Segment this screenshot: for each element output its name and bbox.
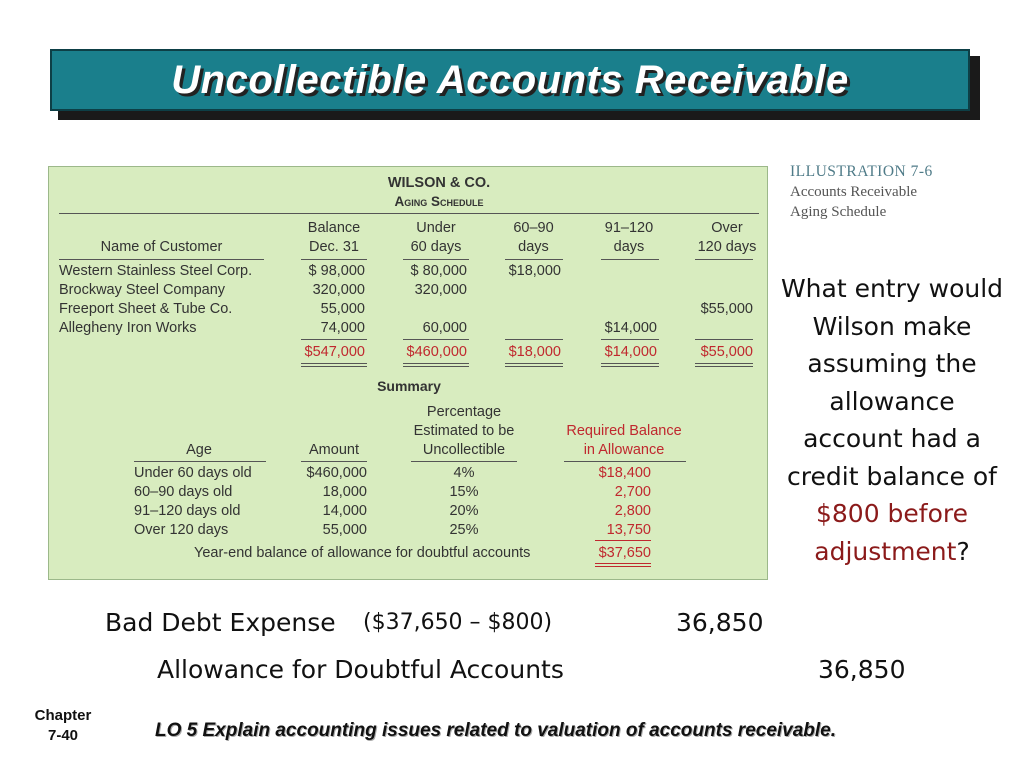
- question-text: What entry would Wilson make assuming the allowance account had a credit balance of $800 before adjustment?: [780, 274, 1004, 566]
- debit-account: Bad Debt Expense: [105, 608, 336, 637]
- illustration-line1: Accounts Receivable: [790, 184, 918, 200]
- header-60-90-line1: 60–90: [513, 220, 554, 236]
- debit-calculation: ($37,650 – $800): [363, 610, 553, 635]
- yearend-value: $37,650: [598, 545, 651, 561]
- customer-name: Allegheny Iron Works: [59, 320, 197, 336]
- customer-name: Freeport Sheet & Tube Co.: [59, 301, 233, 317]
- summary-header-required-line2: in Allowance: [583, 442, 665, 458]
- credit-amount: 36,850: [818, 655, 906, 684]
- header-under60-line1: Under: [416, 220, 456, 236]
- heading-rule: [59, 213, 759, 214]
- aging-schedule-panel: WILSON & CO. Aging Schedule Name of Customer Balance Dec. 31 Under 60 days 60–90 days 91–120 days Over 120 days Western Stainless Steel Corp. $ 98,000 $ 80,000 $18,000 Brockway Steel Company 320,000 320,000 Freeport Sheet & Tube Co. 55,000 $55,000 Allegheny Iron Works 74,000 60,000 $14,000 $547,000 $460,000 $18,000 $14,000 $55,000 Summary Age Amount Percentage Estimated to be Uncollectible Required Balance in Allowance Under 60 days old $460,000 4% $18,400 60–90 days old 18,000 15% 2,700 91–120 days old 14,000 20% 2,800 Over 120 days 55,000 25% 13,750 Year-end balance of allowance for doubtful accounts $37,650: [48, 166, 768, 580]
- header-customer: Name of Customer: [100, 239, 223, 255]
- customer-name: Brockway Steel Company: [59, 282, 226, 298]
- customer-name: Western Stainless Steel Corp.: [59, 263, 253, 279]
- header-60-90-line2: days: [518, 239, 549, 255]
- header-balance-line2: Dec. 31: [309, 239, 359, 255]
- slide-title: Uncollectible Accounts Receivable: [171, 57, 849, 102]
- total-over120: $55,000: [700, 344, 753, 360]
- title-banner: [50, 49, 970, 111]
- chapter-label: Chapter 7-40: [18, 706, 108, 746]
- total-balance: $547,000: [304, 344, 365, 360]
- summary-header-pct-line2: Estimated to be: [413, 423, 515, 439]
- total-60-90: $18,000: [508, 344, 561, 360]
- company-name: WILSON & CO.: [387, 175, 491, 191]
- header-91-120-line2: days: [613, 239, 645, 255]
- header-balance-line1: Balance: [307, 220, 361, 236]
- chapter-number: 7-40: [47, 727, 79, 744]
- header-under60-line2: 60 days: [410, 239, 462, 255]
- debit-amount: 36,850: [676, 608, 764, 637]
- summary-title: Summary: [377, 378, 441, 394]
- illustration-line2: Aging Schedule: [790, 204, 887, 220]
- summary-header-amount: Amount: [309, 442, 359, 458]
- summary-header-required-line1: Required Balance: [566, 423, 682, 439]
- summary-header-age: Age: [186, 442, 212, 458]
- question-highlight: $800 before adjustment: [814, 499, 969, 566]
- credit-account: Allowance for Doubtful Accounts: [157, 655, 564, 684]
- total-91-120: $14,000: [604, 344, 657, 360]
- total-under60: $460,000: [406, 344, 467, 360]
- header-over120-line1: Over: [711, 220, 743, 236]
- schedule-subtitle: Aging Schedule: [394, 194, 484, 209]
- header-91-120-line1: 91–120: [604, 220, 654, 236]
- yearend-label: Year-end balance of allowance for doubtful accounts: [194, 545, 531, 561]
- illustration-caption: [790, 162, 933, 222]
- summary-header-pct-line3: Uncollectible: [422, 442, 506, 458]
- illustration-number: ILLUSTRATION 7-6: [790, 163, 933, 180]
- summary-header-pct-line1: Percentage: [426, 404, 502, 420]
- learning-objective: LO 5 Explain accounting issues related to valuation of accounts receivable.: [155, 720, 837, 741]
- header-over120-line2: 120 days: [697, 239, 757, 255]
